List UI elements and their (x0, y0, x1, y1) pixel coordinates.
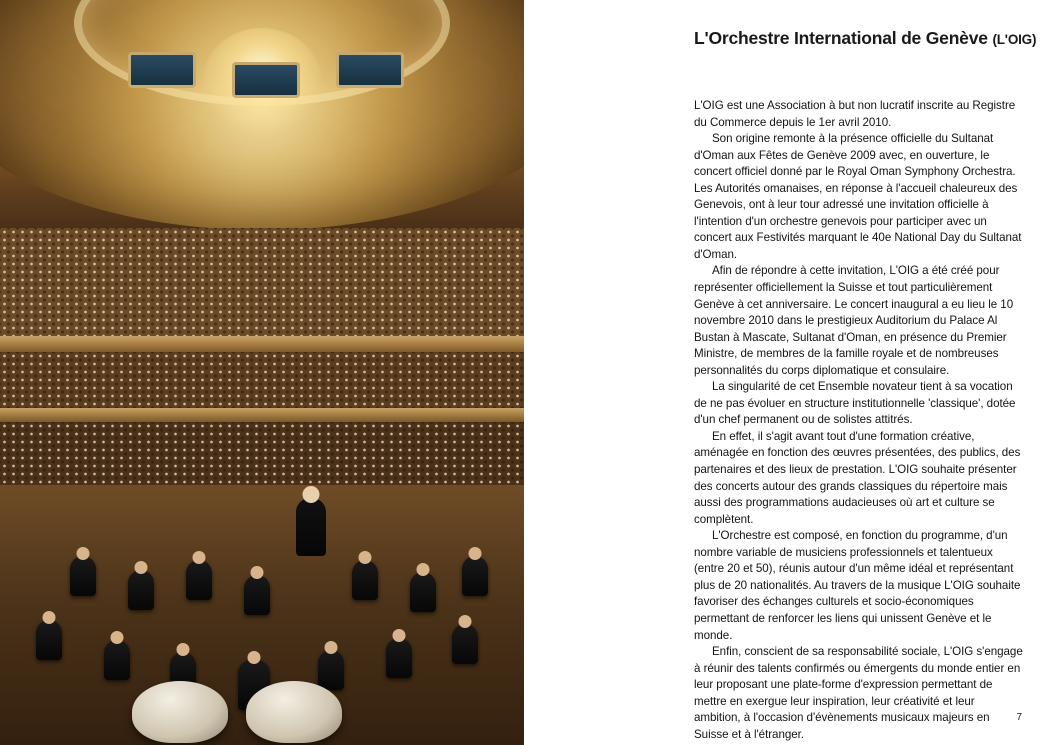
ceiling-panel (128, 52, 196, 88)
musician-figure (318, 650, 344, 690)
audience-parterre (0, 422, 524, 492)
paragraph: En effet, il s'agit avant tout d'une formation créative, aménagée en fonction des œuvres présentées, des publics, des partenaires et des lieux de prestation. L'OIG souhaite présenter des concerts autour des grands classiques du répertoire mais aussi des programmations audacieuses où art et culture se complètent. (694, 429, 1021, 526)
page-title-suffix: (L'OIG) (992, 32, 1037, 47)
musician-figure (462, 556, 488, 596)
timpani-drum (132, 681, 228, 743)
musician-figure (452, 624, 478, 664)
paragraph: La singularité de cet Ensemble novateur tient à sa vocation de ne pas évoluer en structure institutionnelle 'classique', dotée d'un chef permanent ou de solistes attitrés. (694, 380, 1016, 427)
musician-figure (104, 640, 130, 680)
musician-figure (244, 575, 270, 615)
paragraph: Son origine remonte à la présence officielle du Sultanat d'Oman aux Fêtes de Genève 2009 avec, en ouverture, le concert officiel donné par le Royal Oman Symphony Orchestra. Les Autorités omanaises, en réponse à l'accueil chaleureux des Genevois, ont à leur tour adressé une invitation officielle à l'intention d'un orchestre genevois pour participer avec un concert aux Festivités marquant le 40e National Day du Sultanat d'Oman. (694, 132, 1022, 261)
musician-figure (386, 638, 412, 678)
page-title (694, 28, 1036, 49)
musician-figure (352, 560, 378, 600)
ceiling-panel (232, 62, 300, 98)
timpani-drum (246, 681, 342, 743)
musician-figure (186, 560, 212, 600)
musician-figure (36, 620, 62, 660)
paragraph: L'Orchestre est composé, en fonction du programme, d'un nombre variable de musiciens professionnels et talentueux (entre 20 et 50), réunis autour d'un même idéal et représentant plus de 20 nationalités. Au travers de la musique L'OIG souhaite favoriser des échanges culturels et socio-économiques permettant de renforcer les liens qui unissent Genève et le monde. (694, 529, 1021, 642)
musician-figure (410, 572, 436, 612)
page-title-main: L'Orchestre International de Genève (694, 28, 988, 48)
concert-hall-photo (0, 0, 524, 745)
paragraph: L'OIG est une Association à but non lucratif inscrite au Registre du Commerce depuis le 1er avril 2010. (694, 99, 1016, 129)
ceiling-panel (336, 52, 404, 88)
article-body (694, 98, 1024, 743)
hall-interior-illustration (0, 0, 524, 745)
audience-mid-balcony (0, 352, 524, 408)
paragraph: Afin de répondre à cette invitation, L'OIG a été créé pour représenter officiellement la Suisse et tout particulièrement Genève à cet anniversaire. Le concert inaugural a eu lieu le 10 novembre 2010 dans le prestigieux Auditorium du Palace Al Bustan à Mascate, Sultanat d'Oman, en présence du Premier Ministre, de membres de la famille royale et de nombreuses personnalités du corps diplomatique et consulaire. (694, 264, 1014, 377)
audience-upper-balcony (0, 228, 524, 336)
conductor-figure (296, 498, 326, 556)
musician-figure (128, 570, 154, 610)
musician-figure (70, 556, 96, 596)
article-pane (524, 0, 1049, 745)
page-number: 7 (1016, 712, 1022, 723)
paragraph: Enfin, conscient de sa responsabilité sociale, L'OIG s'engage à réunir des talents confirmés ou émergents du monde entier en leur proposant une plate-forme d'expression permettant de mettre en exergue leur inspiration, leur créativité et leur ambition, à l'occasion d'évènements musicaux majeurs en Suisse et à l'étranger. (694, 645, 1023, 741)
